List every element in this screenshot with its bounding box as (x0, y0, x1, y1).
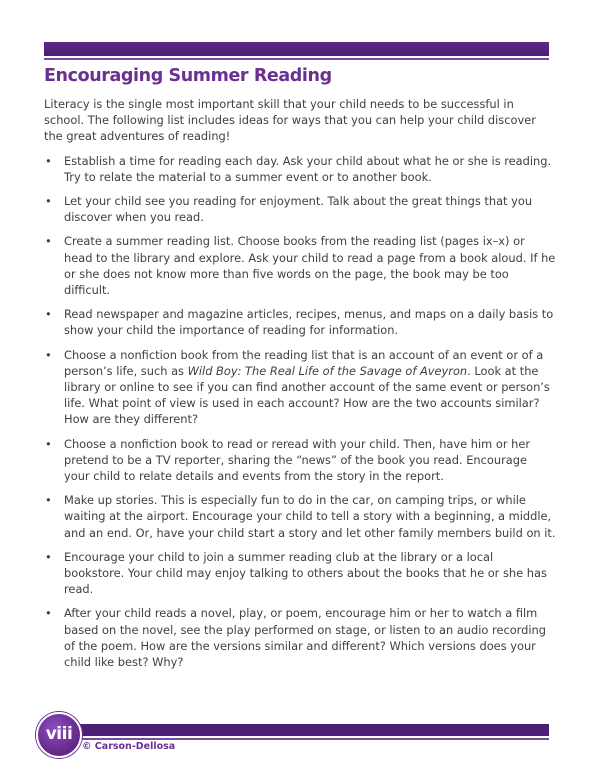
bullet-icon: • (45, 549, 52, 564)
tip-text: Choose a nonfiction book to read or reread with your child. Then, have him or her pretend to be a TV reporter, sharing the “news” of the book you read. Encourage your child to relate details and events from the story in the report. (64, 436, 531, 484)
tip-text: Let your child see you reading for enjoyment. Talk about the great things that you discover when you read. (64, 194, 533, 225)
bullet-icon: • (45, 234, 52, 249)
list-item (44, 605, 556, 670)
header-rule (44, 58, 549, 60)
tip-text-after: . Look at the library or online to see if you can find another account of the same event or person’s life. What point of view is used in each account? How are the two accounts similar? How are they different? (64, 363, 550, 427)
list-item (44, 347, 556, 428)
tip-text: Read newspaper and magazine articles, recipes, menus, and maps on a daily basis to show your child the importance of reading for information. (64, 307, 554, 338)
tip-text: Establish a time for reading each day. Ask your child about what he or she is reading. Try to relate the material to a summer event or to another book. (64, 153, 552, 184)
page-number-badge (36, 712, 82, 758)
copyright-notice: © Carson-Dellosa (82, 741, 176, 752)
intro-paragraph: Literacy is the single most important skill that your child needs to be successful in school. The following list includes ideas for ways that you can help your child discover the great adventures of reading! (44, 97, 536, 144)
bullet-icon: • (45, 606, 52, 621)
tip-text-before: Choose a nonfiction book from the reading list that is an account of an event or of a person’s life, such as (64, 347, 544, 378)
bullet-icon: • (45, 153, 52, 168)
tip-text: Make up stories. This is especially fun to do in the car, on camping trips, or while waiting at the airport. Encourage your child to tell a story with a beginning, a middle, and an end. Or, have your child start a story and let other family members build on it. (64, 493, 556, 540)
list-item (44, 306, 556, 338)
tip-text: After your child reads a novel, play, or poem, encourage him or her to watch a film based on the novel, see the play performed on stage, or listen to an audio recording of the poem. How are the versions similar and different? Which versions does your child like best? Why? (64, 606, 547, 670)
page-number: viii (45, 724, 73, 744)
bullet-icon: • (45, 436, 52, 451)
bullet-icon: • (45, 307, 52, 322)
tip-text: Create a summer reading list. Choose books from the reading list (pages ix–x) or head to the library and explore. Ask your child to read a page from a book aloud. If he or she does not know more than five words on the page, the book may be too difficult. (64, 234, 556, 298)
main-content (44, 96, 556, 678)
list-item (44, 193, 556, 225)
tip-text: Encourage your child to join a summer reading club at the library or a local bookstore. Your child may enjoy talking to others about the books that he or she has read. (64, 549, 547, 597)
footer-rule (75, 738, 549, 740)
tips-list (44, 153, 556, 671)
book-title: Wild Boy: The Real Life of the Savage of Aveyron (187, 363, 468, 378)
list-item (44, 233, 556, 298)
list-item (44, 549, 556, 598)
list-item (44, 492, 556, 541)
bullet-icon: • (45, 347, 52, 362)
header-bar (44, 42, 549, 56)
page-title: Encouraging Summer Reading (44, 66, 332, 86)
list-item (44, 436, 556, 485)
list-item (44, 153, 556, 185)
bullet-icon: • (45, 194, 52, 209)
footer-bar (75, 724, 549, 736)
bullet-icon: • (45, 493, 52, 508)
